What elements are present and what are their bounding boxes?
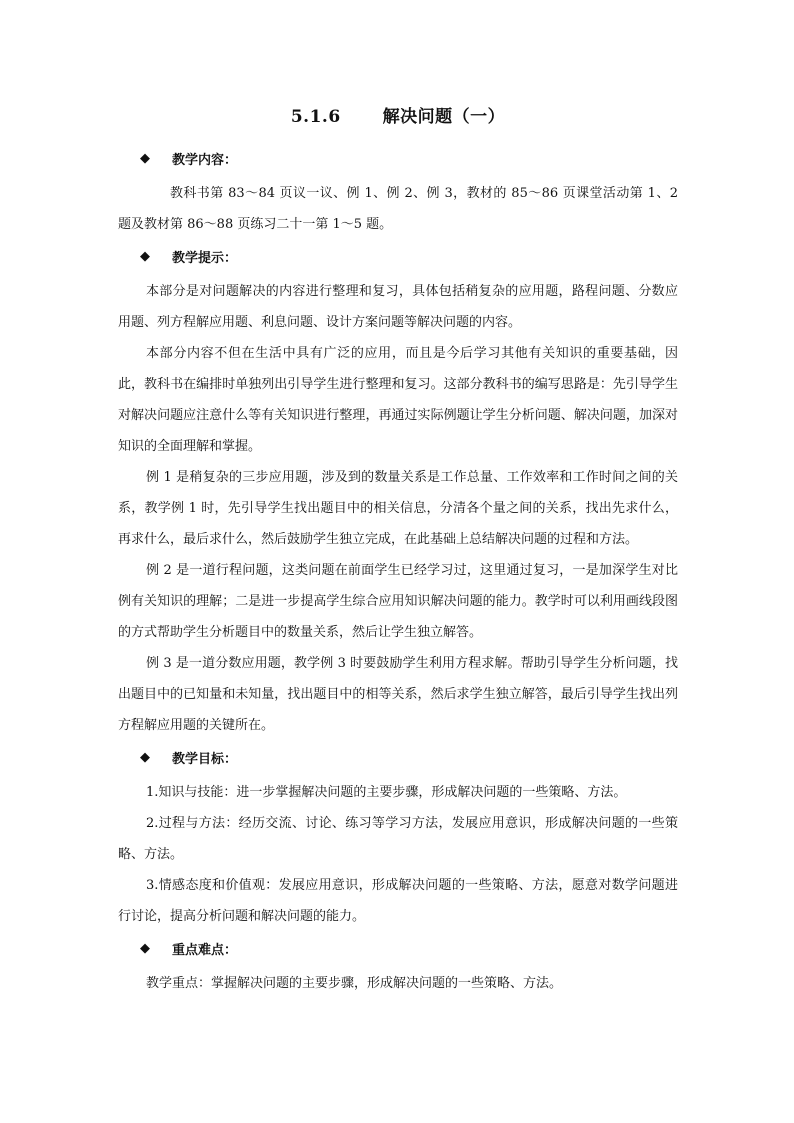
section-heading-content (140, 146, 678, 170)
diamond-bullet-icon: ◆ (140, 749, 150, 765)
page-title (118, 102, 678, 130)
goal-item: 3.情感态度和价值观：发展应用意识，形成解决问题的一些策略、方法，愿意对数学问题进行讨论，提高分析问题和解决问题的能力。 (118, 878, 678, 924)
key-points-paragraph: 教学重点：掌握解决问题的主要步骤，形成解决问题的一些策略、方法。 (146, 976, 563, 991)
section-heading-hints (140, 244, 678, 268)
hint-paragraph: 例 3 是一道分数应用题，教学例 3 时要鼓励学生利用方程求解。帮助引导学生分析问题，找出题目中的已知量和未知量，找出题目中的相等关系，然后求学生独立解答，最后引导学生找出列方程解应用题的关键所在。 (118, 656, 678, 733)
document-content (118, 102, 678, 999)
section-heading-label: 教学目标： (172, 751, 238, 767)
section-heading-label: 重点难点： (172, 942, 238, 958)
hint-paragraph: 例 1 是稍复杂的三步应用题，涉及到的数量关系是工作总量、工作效率和工作时间之间的关系，教学例 1 时，先引导学生找出题目中的相关信息，分清各个量之间的关系，找出先求什么，再求什么，最后求什么，然后鼓励学生独立完成，在此基础上总结解决问题的过程和方法。 (118, 470, 678, 547)
hint-paragraph: 例 2 是一道行程问题，这类问题在前面学生已经学习过，这里通过复习，一是加深学生对比例有关知识的理解；二是进一步提高学生综合应用知识解决问题的能力。教学时可以利用画线段图的方式帮助学生分析题目中的数量关系，然后让学生独立解答。 (118, 563, 678, 640)
hint-paragraph: 本部分内容不但在生活中具有广泛的应用，而且是今后学习其他有关知识的重要基础，因此，教科书在编排时单独列出引导学生进行整理和复习。这部分教科书的编写思路是：先引导学生对解决问题应注意什么等有关知识进行整理，再通过实际例题让学生分析问题、解决问题，加深对知识的全面理解和掌握。 (118, 346, 678, 454)
goal-item: 2.过程与方法：经历交流、讨论、练习等学习方法，发展应用意识，形成解决问题的一些策略、方法。 (118, 816, 678, 862)
section-heading-goals (140, 745, 678, 769)
section-heading-label: 教学提示： (172, 250, 238, 266)
diamond-bullet-icon: ◆ (140, 940, 150, 956)
goal-item: 1.知识与技能：进一步掌握解决问题的主要步骤，形成解决问题的一些策略、方法。 (146, 785, 627, 800)
section-heading-key-points (140, 936, 678, 960)
diamond-bullet-icon: ◆ (140, 150, 150, 166)
content-paragraph: 教科书第 83～84 页议一议、例 1、例 2、例 3，教材的 85～86 页课堂活动第 1、2 题及教材第 86～88 页练习二十一第 1～5 题。 (118, 186, 678, 232)
diamond-bullet-icon: ◆ (140, 248, 150, 264)
hint-paragraph: 本部分是对问题解决的内容进行整理和复习，具体包括稍复杂的应用题，路程问题、分数应用题、列方程解应用题、利息问题、设计方案问题等解决问题的内容。 (118, 284, 678, 330)
title-text: 解决问题（一） (382, 107, 506, 127)
section-heading-label: 教学内容： (172, 152, 238, 168)
title-number: 5.1.6 (290, 107, 341, 127)
